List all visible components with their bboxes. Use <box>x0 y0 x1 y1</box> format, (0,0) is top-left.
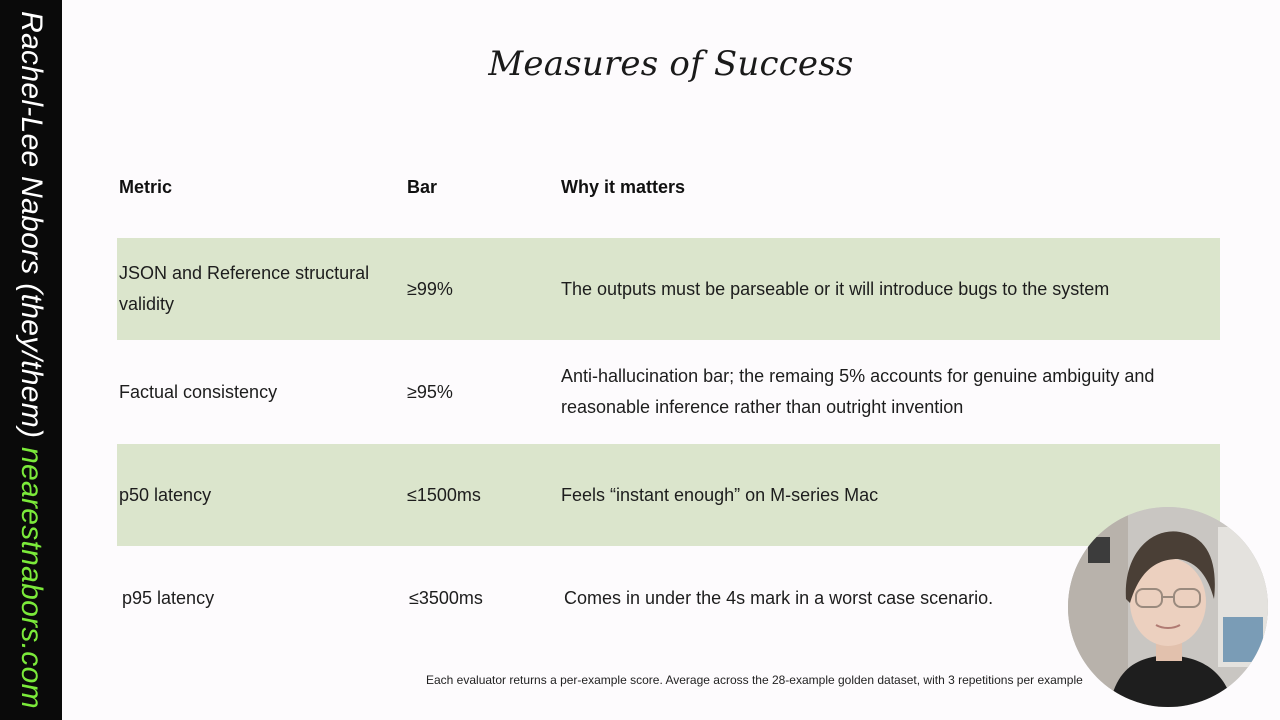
metric-cell: JSON and Reference structural validity <box>119 263 370 314</box>
bar-cell: ≤1500ms <box>407 484 481 505</box>
table-row <box>117 341 1220 443</box>
presenter-website: nearestnabors.com <box>15 446 48 709</box>
presenter-credit <box>14 11 48 709</box>
webcam-image <box>1068 507 1268 707</box>
table-row <box>117 444 1220 546</box>
table-row <box>117 238 1220 340</box>
presenter-sidebar <box>0 0 62 720</box>
slide-title: Measures of Success <box>488 44 854 84</box>
header-bar: Bar <box>407 177 438 197</box>
why-cell: Feels “instant enough” on M-series Mac <box>561 484 879 505</box>
metric-cell: Factual consistency <box>119 381 278 402</box>
bar-cell: ≥95% <box>407 381 453 402</box>
metric-cell: p95 latency <box>122 587 215 608</box>
why-cell: The outputs must be parseable or it will introduce bugs to the system <box>561 278 1110 299</box>
metric-cell: p50 latency <box>119 484 212 505</box>
bar-cell: ≥99% <box>407 278 453 299</box>
presenter-name: Rachel-Lee Nabors (they/them) <box>15 11 48 439</box>
header-why: Why it matters <box>561 177 686 197</box>
header-metric: Metric <box>119 177 173 197</box>
bar-cell: ≤3500ms <box>409 587 483 608</box>
presenter-webcam <box>1068 507 1268 707</box>
table-header-row <box>117 172 1220 202</box>
table-row <box>117 547 1220 649</box>
why-cell: Comes in under the 4s mark in a worst case scenario. <box>564 587 994 608</box>
why-cell: Anti-hallucination bar; the remaing 5% accounts for genuine ambiguity and reasonable inference rather than outright invention <box>561 366 1155 417</box>
slide-footnote: Each evaluator returns a per-example score. Average across the 28-example golden dataset, with 3 repetitions per example <box>426 673 1083 687</box>
